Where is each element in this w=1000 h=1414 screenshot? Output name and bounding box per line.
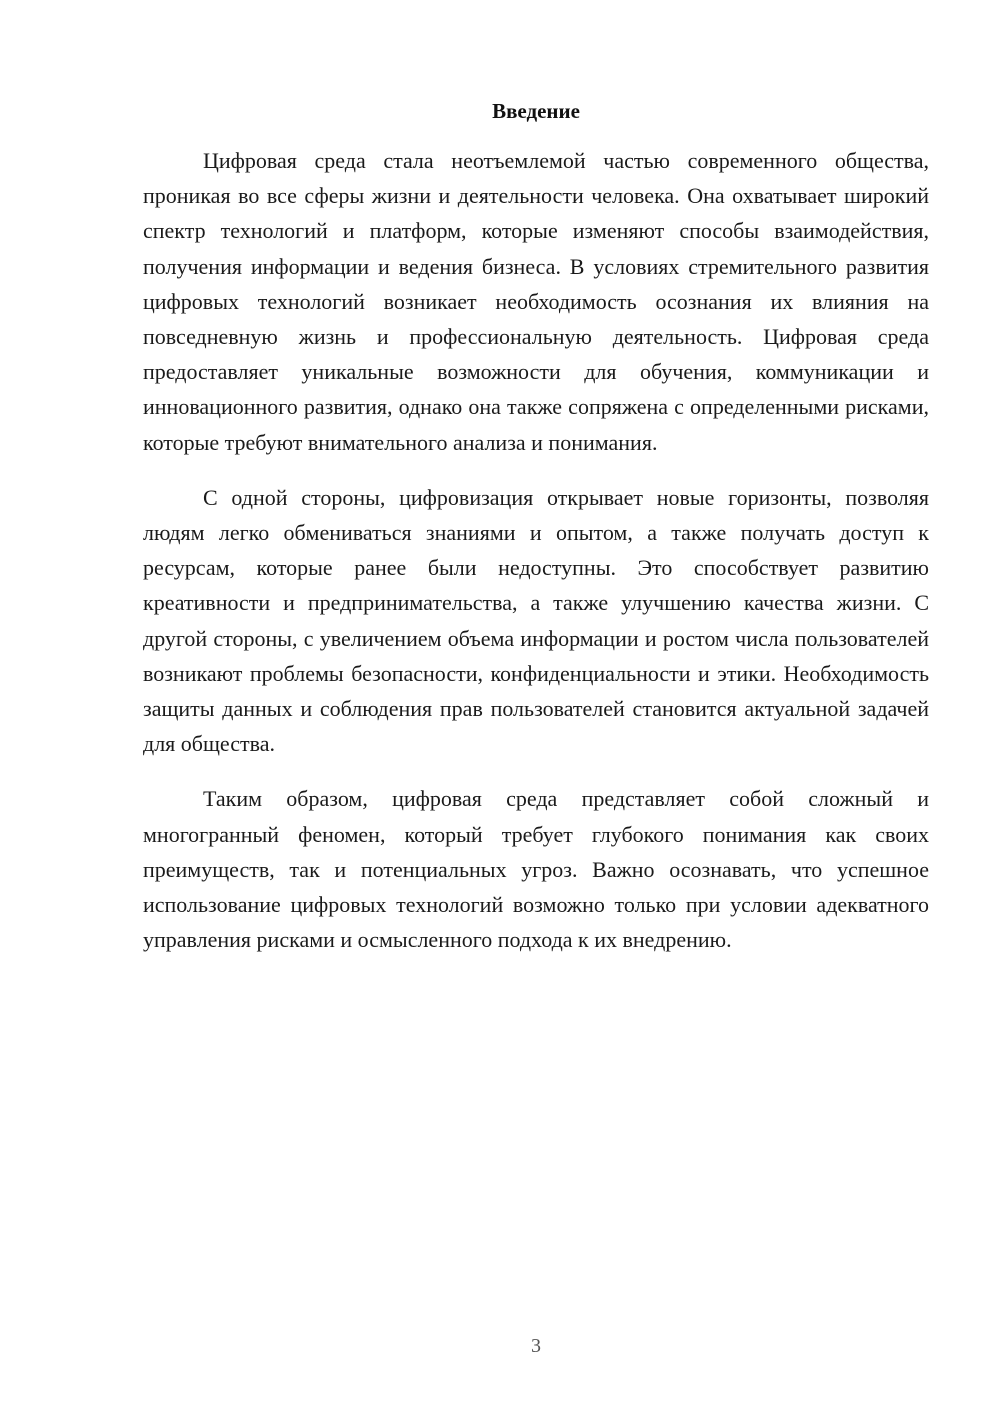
paragraph-3: Таким образом, цифровая среда представляет собой сложный и многогранный феномен, который требует глубокого понимания как своих преимуществ, так и потенциальных угроз. Важно осознавать, что успешное использование цифровых технологий возможно только при условии адекватного управления рисками и осмысленного подхода к их внедрению.: [143, 786, 929, 953]
body-text: [143, 143, 929, 977]
paragraph-2: С одной стороны, цифровизация открывает новые горизонты, позволяя людям легко обмениваться знаниями и опытом, а также получать доступ к ресурсам, которые ранее были недоступны. Это способствует развитию креативности и предпринимательства, а также улучшению качества жизни. С другой стороны, с увеличением объема информации и ростом числа пользователей возникают проблемы безопасности, конфиденциальности и этики. Необходимость защиты данных и соблюдения прав пользователей становится актуальной задачей для общества.: [143, 484, 929, 757]
page-number: 3: [531, 1335, 541, 1357]
paragraph-1: Цифровая среда стала неотъемлемой частью современного общества, проникая во все сферы жизни и деятельности человека. Она охватывает широкий спектр технологий и платформ, которые изменяют способы взаимодействия, получения информации и ведения бизнеса. В условиях стремительного развития цифровых технологий возникает необходимость осознания их влияния на повседневную жизнь и профессиональную деятельность. Цифровая среда предоставляет уникальные возможности для обучения, коммуникации и инновационного развития, однако она также сопряжена с определенными рисками, которые требуют внимательного анализа и понимания.: [143, 148, 929, 455]
section-heading: Введение: [492, 99, 580, 123]
